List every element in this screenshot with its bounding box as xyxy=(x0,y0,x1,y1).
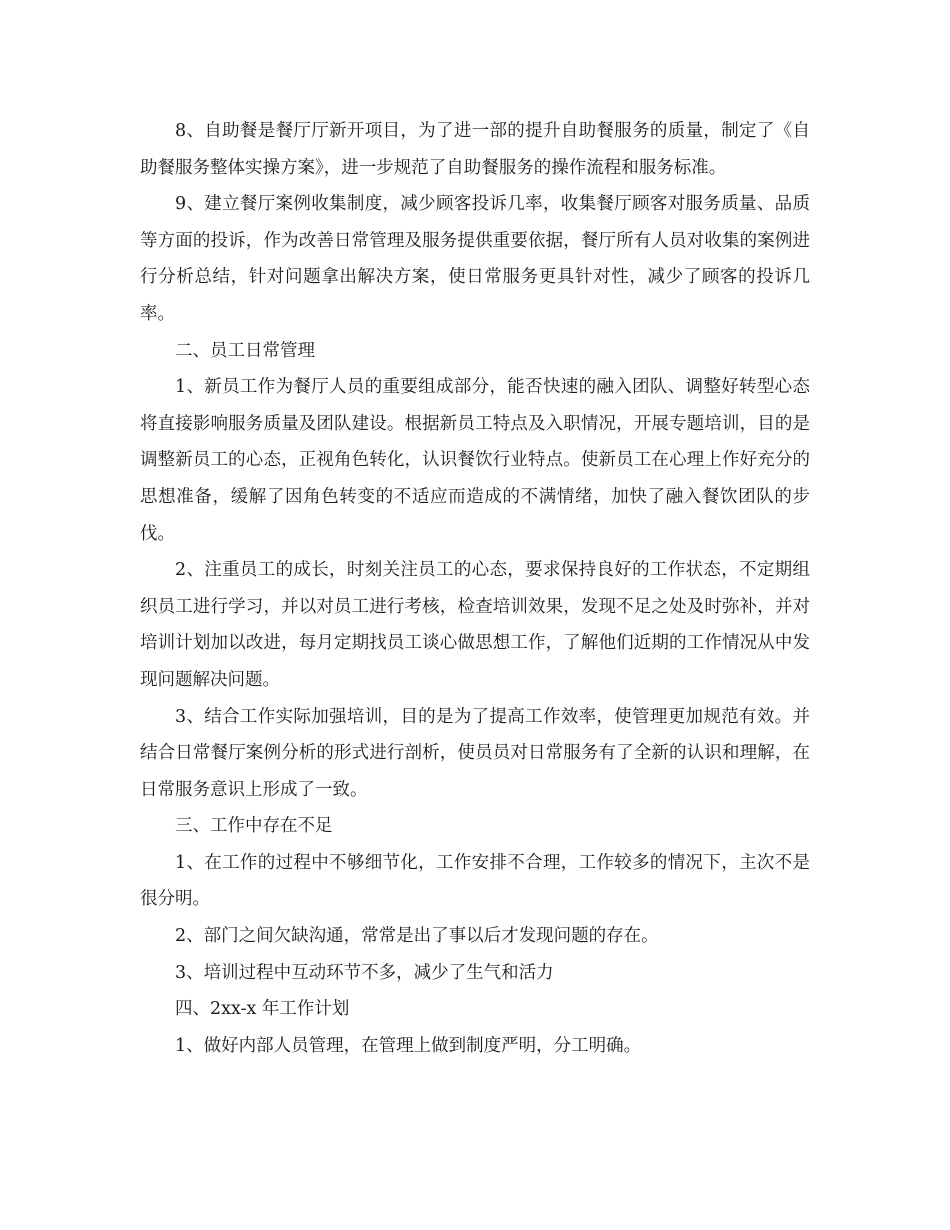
section-heading-staff-management: 二、员工日常管理 xyxy=(175,340,315,361)
section-heading-work-plan: 四、2xx-x 年工作计划 xyxy=(175,999,350,1020)
paragraph-shortcoming-communication: 2、部门之间欠缺沟通，常常是出了事以后才发现问题的存在。 xyxy=(175,926,659,947)
paragraph-shortcoming-details: 1、在工作的过程中不够细节化，工作安排不合理，工作较多的情况下，主次不是很分明。 xyxy=(140,852,810,910)
section-heading-shortcomings: 三、工作中存在不足 xyxy=(175,816,333,837)
paragraph-buffet-plan: 8、自助餐是餐厅厅新开项目，为了进一部的提升自助餐服务的质量，制定了《自助餐服务整体实操方案》，进一步规范了自助餐服务的操作流程和服务标准。 xyxy=(140,121,810,178)
paragraph-plan-internal-management: 1、做好内部人员管理，在管理上做到制度严明，分工明确。 xyxy=(175,1035,642,1056)
paragraph-shortcoming-interaction: 3、培训过程中互动环节不多，减少了生气和活力 xyxy=(175,962,554,983)
paragraph-new-staff: 1、新员工作为餐厅人员的重要组成部分，能否快速的融入团队、调整好转型心态将直接影响服务质量及团队建设。根据新员工特点及入职情况，开展专题培训，目的是调整新员工的心态，正视角色转化，认识餐饮行业特点。使新员工在心理上作好充分的思想准备，缓解了因角色转变的不适应而造成的不满情绪，加快了融入餐饮团队的步伐。 xyxy=(140,377,810,544)
paragraph-training: 3、结合工作实际加强培训，目的是为了提高工作效率，使管理更加规范有效。并结合日常餐厅案例分析的形式进行剖析，使员员对日常服务有了全新的认识和理解，在日常服务意识上形成了一致。 xyxy=(140,706,810,800)
paragraph-case-collection: 9、建立餐厅案例收集制度，减少顾客投诉几率，收集餐厅顾客对服务质量、品质等方面的投诉，作为改善日常管理及服务提供重要依据，餐厅所有人员对收集的案例进行分析总结，针对问题拿出解决方案，使日常服务更具针对性，减少了顾客的投诉几率。 xyxy=(140,194,810,324)
document-body xyxy=(140,113,810,1064)
paragraph-staff-growth: 2、注重员工的成长，时刻关注员工的心态，要求保持良好的工作状态，不定期组织员工进行学习，并以对员工进行考核，检查培训效果，发现不足之处及时弥补，并对培训计划加以改进，每月定期找员工谈心做思想工作，了解他们近期的工作情况从中发现问题解决问题。 xyxy=(140,560,810,690)
